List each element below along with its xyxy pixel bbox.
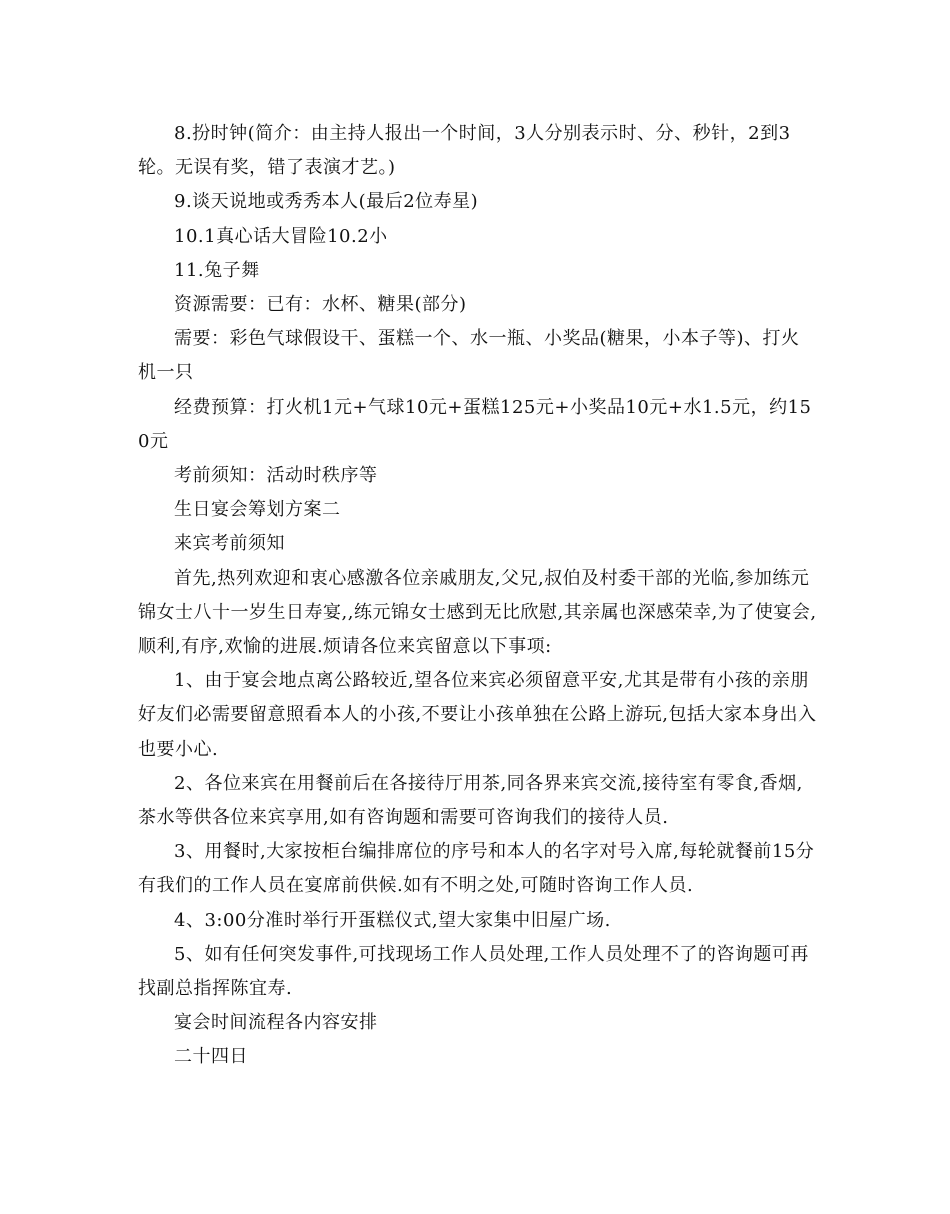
paragraph-needs: 需要：彩色气球假设干、蛋糕一个、水一瓶、小奖品(糖果，小本子等)、打火机一只: [138, 328, 800, 384]
paragraph-welcome: 首先,热列欢迎和衷心感激各位亲戚朋友,父兄,叔伯及村委干部的光临,参加练元锦女士八十一岁生日寿宴,,练元锦女士感到无比欣慰,其亲属也深感荣幸,为了使宴会,顺利,有序,欢愉的进展.烦请各位来宾留意以下事项:: [138, 567, 817, 658]
notice-item-5: 5、如有任何突发事件,可找现场工作人员处理,工作人员处理不了的咨询题可再找副总指挥陈宜寿.: [138, 943, 809, 1000]
notice-item-4: 4、3:00分准时举行开蛋糕仪式,望大家集中旧屋广场.: [174, 909, 611, 931]
section-heading-plan-two: 生日宴会筹划方案二: [174, 499, 341, 521]
schedule-day-heading: 二十四日: [174, 1046, 248, 1068]
section-heading-schedule: 宴会时间流程各内容安排: [174, 1012, 378, 1034]
paragraph-item-9: 9.谈天说地或秀秀本人(最后2位寿星): [174, 191, 479, 213]
notice-item-2: 2、各位来宾在用餐前后在各接待厅用茶,同各界来宾交流,接待室有零食,香烟,茶水等供各位来宾享用,如有咨询题和需要可咨询我们的接待人员.: [138, 772, 803, 829]
paragraph-item-10: 10.1真心话大冒险10.2小: [174, 225, 388, 247]
paragraph-budget: 经费预算：打火机1元+气球10元+蛋糕125元+小奖品10元+水1.5元，约150元: [138, 396, 812, 452]
section-heading-guest-notes: 来宾考前须知: [174, 533, 285, 555]
document-body: [138, 117, 818, 1075]
paragraph-item-8: 8.扮时钟(简介：由主持人报出一个时间，3人分别表示时、分、秒针，2到3轮。无误有奖，错了表演才艺。): [138, 123, 791, 179]
notice-item-1: 1、由于宴会地点离公路较近,望各位来宾必须留意平安,尤其是带有小孩的亲朋好友们必需要留意照看本人的小孩,不要让小孩单独在公路上游玩,包括大家本身出入也要小心.: [138, 670, 817, 760]
notice-item-3: 3、用餐时,大家按柜台编排席位的序号和本人的名字对号入席,每轮就餐前15分有我们的工作人员在宴席前供候.如有不明之处,可随时咨询工作人员.: [138, 841, 815, 897]
paragraph-notes: 考前须知：活动时秩序等: [174, 465, 378, 487]
paragraph-item-11: 11.兔子舞: [174, 259, 260, 281]
paragraph-resources: 资源需要：已有：水杯、糖果(部分): [174, 294, 467, 316]
